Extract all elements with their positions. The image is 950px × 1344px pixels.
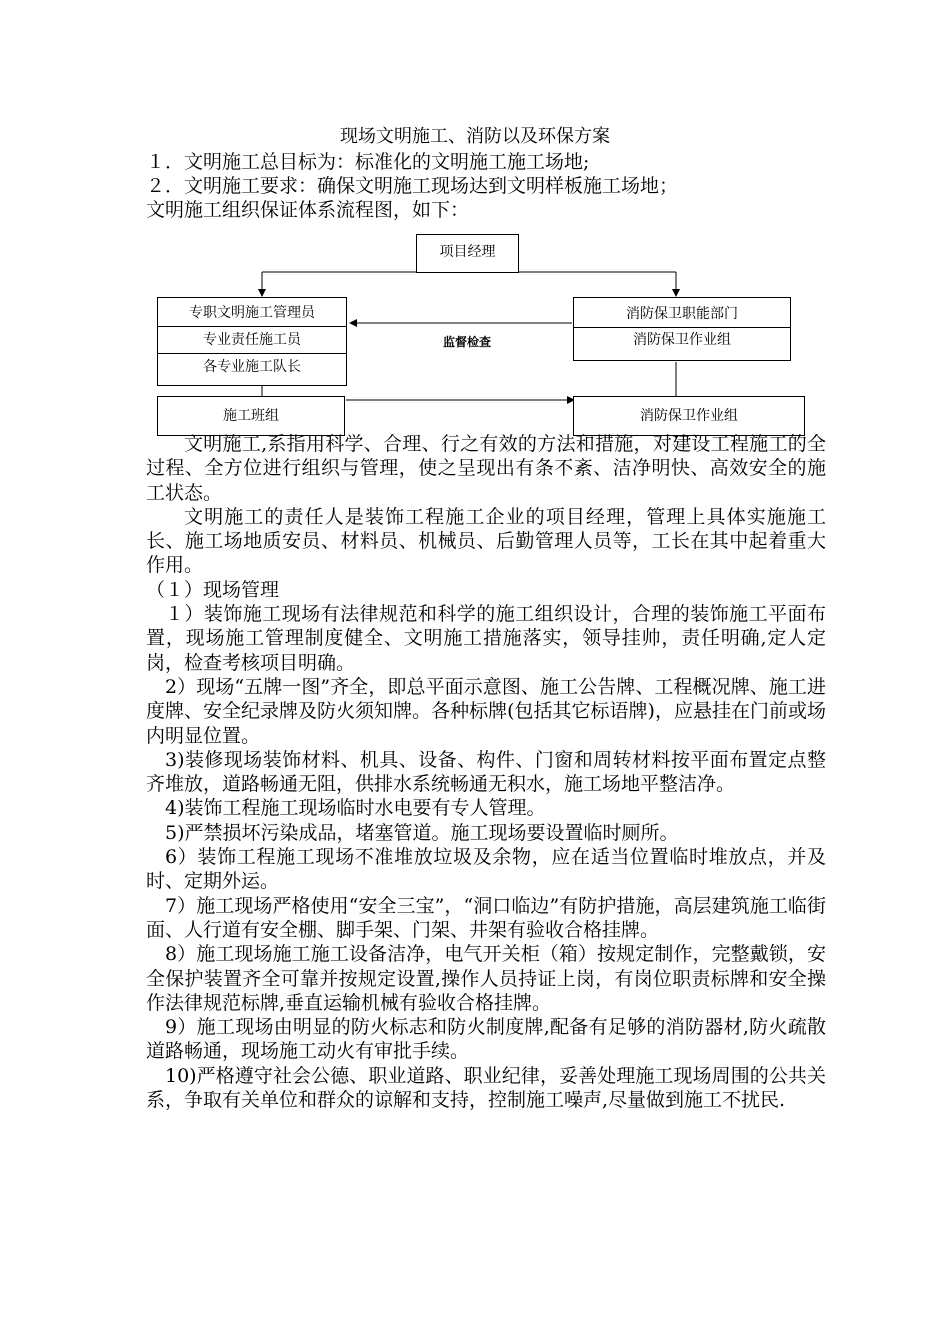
left-line-3: 各专业施工队长 — [203, 359, 301, 375]
label-supervise-check: 监督检查 — [443, 335, 492, 349]
paragraph-item-2: 2）现场“五牌一图”齐全，即总平面示意图、施工公告牌、工程概况牌、施工进度牌、安全纪录牌及防火须知牌。各种标牌(包括其它标语牌)，应悬挂在门前或场内明显位置。 — [146, 675, 826, 747]
left-line-2: 专业责任施工员 — [158, 327, 346, 354]
box-left-management — [157, 297, 347, 386]
box-fire-team-label: 消防保卫作业组 — [640, 408, 738, 424]
paragraph-item-5: 5)严禁损坏污染成品，堵塞管道。施工现场要设置临时厕所。 — [165, 821, 679, 844]
section-heading: （１）现场管理 — [146, 578, 280, 601]
paragraph-item-6: 6）装饰工程施工现场不准堆放垃圾及余物，应在适当位置临时堆放点，并及时、定期外运。 — [146, 846, 826, 893]
box-work-team-label: 施工班组 — [223, 408, 279, 424]
box-project-manager — [416, 234, 519, 273]
box-right-fire-dept — [573, 297, 791, 361]
intro-line-2: ２．文明施工要求：确保文明施工现场达到文明样板施工场地； — [146, 175, 679, 197]
org-flowchart — [150, 228, 810, 438]
paragraph-item-1: １）装饰施工现场有法律规范和科学的施工组织设计，合理的装饰施工平面布置，现场施工管理制度健全、文明施工措施落实，领导挂帅，责任明确,定人定岗，检查考核项目明确。 — [146, 603, 826, 674]
box-project-manager-label: 项目经理 — [439, 244, 496, 260]
box-work-team — [157, 396, 345, 436]
paragraph-item-8: 8）施工现场施工施工设备洁净，电气开关柜（箱）按规定制作，完整戴锁，安全保护装置齐全可靠并按规定设置,操作人员持证上岗，有岗位职责标牌和安全操作法律规范标牌,垂直运输机械有验收合格挂牌。 — [146, 943, 826, 1014]
document-body — [146, 432, 826, 1112]
intro-lines — [146, 150, 826, 222]
paragraph-item-7: 7）施工现场严格使用“安全三宝”，“洞口临边”有防护措施，高层建筑施工临街面、人行道有安全棚、脚手架、门架、井架有验收合格挂牌。 — [146, 894, 826, 941]
intro-line-3: 文明施工组织保证体系流程图，如下： — [146, 199, 470, 221]
paragraph-item-9: 9）施工现场由明显的防火标志和防火制度牌,配备有足够的消防器材,防火疏散道路畅通，现场施工动火有审批手续。 — [146, 1016, 826, 1063]
document-title: 现场文明施工、消防以及环保方案 — [340, 126, 610, 147]
paragraph-item-4: 4)装饰工程施工现场临时水电要有专人管理。 — [165, 797, 546, 820]
paragraph-1: 文明施工,系指用科学、合理、行之有效的方法和措施，对建设工程施工的全过程、全方位进行组织与管理，使之呈现出有条不紊、洁净明快、高效安全的施工状态。 — [146, 433, 826, 504]
paragraph-item-10: 10)严格遵守社会公德、职业道路、职业纪律，妥善处理施工现场周围的公共关系，争取有关单位和群众的谅解和支持，控制施工噪声,尽量做到施工不扰民. — [146, 1064, 826, 1112]
box-fire-team — [573, 396, 805, 436]
paragraph-2: 文明施工的责任人是装饰工程施工企业的项目经理，管理上具体实施施工长、施工场地质安员、材料员、机械员、后勤管理人员等，工长在其中起着重大作用。 — [146, 505, 826, 577]
intro-line-1: １．文明施工总目标为：标准化的文明施工施工场地; — [146, 151, 590, 173]
right-line-1: 消防保卫职能部门 — [574, 302, 790, 328]
paragraph-item-3: 3)装修现场装饰材料、机具、设备、构件、门窗和周转材料按平面布置定点整齐堆放，道路畅通无阻，供排水系统畅通无积水，施工场地平整洁净。 — [146, 748, 826, 796]
left-line-1: 专职文明施工管理员 — [158, 300, 346, 327]
right-line-2: 消防保卫作业组 — [633, 332, 731, 348]
